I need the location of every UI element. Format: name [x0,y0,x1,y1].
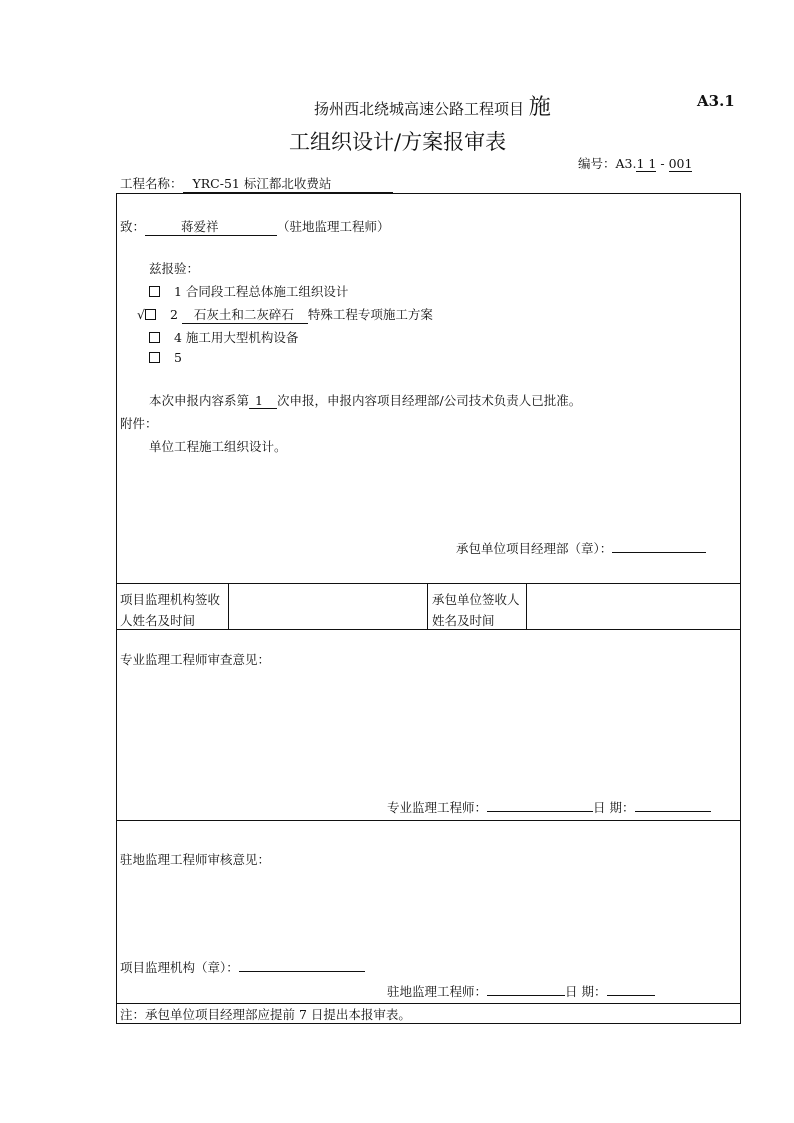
check-mark-icon: √ [137,307,145,322]
checkbox[interactable] [149,286,160,297]
checkbox[interactable] [149,352,160,363]
contractor-receipt-label: 承包单位签收人姓名及时间 [432,592,520,628]
item-1[interactable]: 1 合同段工程总体施工组织设计 [149,282,348,300]
specialist-sign: 专业监理工程师： 日 期： [387,798,711,816]
item-2[interactable]: √ 2 石灰土和二灰碎石 特殊工程专项施工方案 [137,307,433,322]
contractor-stamp: 承包单位项目经理部（章）： [456,539,706,557]
checkbox[interactable] [145,309,156,320]
supervisor-receipt-label: 项目监理机构签收人姓名及时间 [120,592,221,628]
project-name: 工程名称： YRC-51 标江都北收费站 [120,174,393,193]
attachment-content: 单位工程施工组织设计。 [149,439,287,454]
supervision-stamp: 项目监理机构（章）： [120,958,365,976]
intro-text: 兹报验： [149,261,200,276]
form-code: A3.1 [697,92,735,110]
checkbox[interactable] [149,332,160,343]
addressee: 致： 蒋爱祥 （驻地监理工程师） [120,219,390,234]
attachment-label: 附件： [120,416,158,431]
item-5[interactable]: 5 [149,350,182,365]
item-4[interactable]: 4 施工用大型机构设备 [149,328,298,346]
form-number: 编号：A3.1 1 - 001 [578,156,693,171]
footnote: 注：承包单位项目经理部应提前 7 日提出本报审表。 [120,1007,411,1022]
declaration: 本次申报内容系第 1 次申报，申报内容项目经理部/公司技术负责人已批准。 [149,393,582,408]
project-title: 扬州西北绕城高速公路工程项目 施 [314,95,551,120]
resident-opinion-label: 驻地监理工程师审核意见： [120,852,271,867]
resident-sign: 驻地监理工程师： 日 期： [387,982,655,1000]
form-title: 工组织设计/方案报审表 [289,130,507,154]
specialist-opinion-label: 专业监理工程师审查意见： [120,652,271,667]
